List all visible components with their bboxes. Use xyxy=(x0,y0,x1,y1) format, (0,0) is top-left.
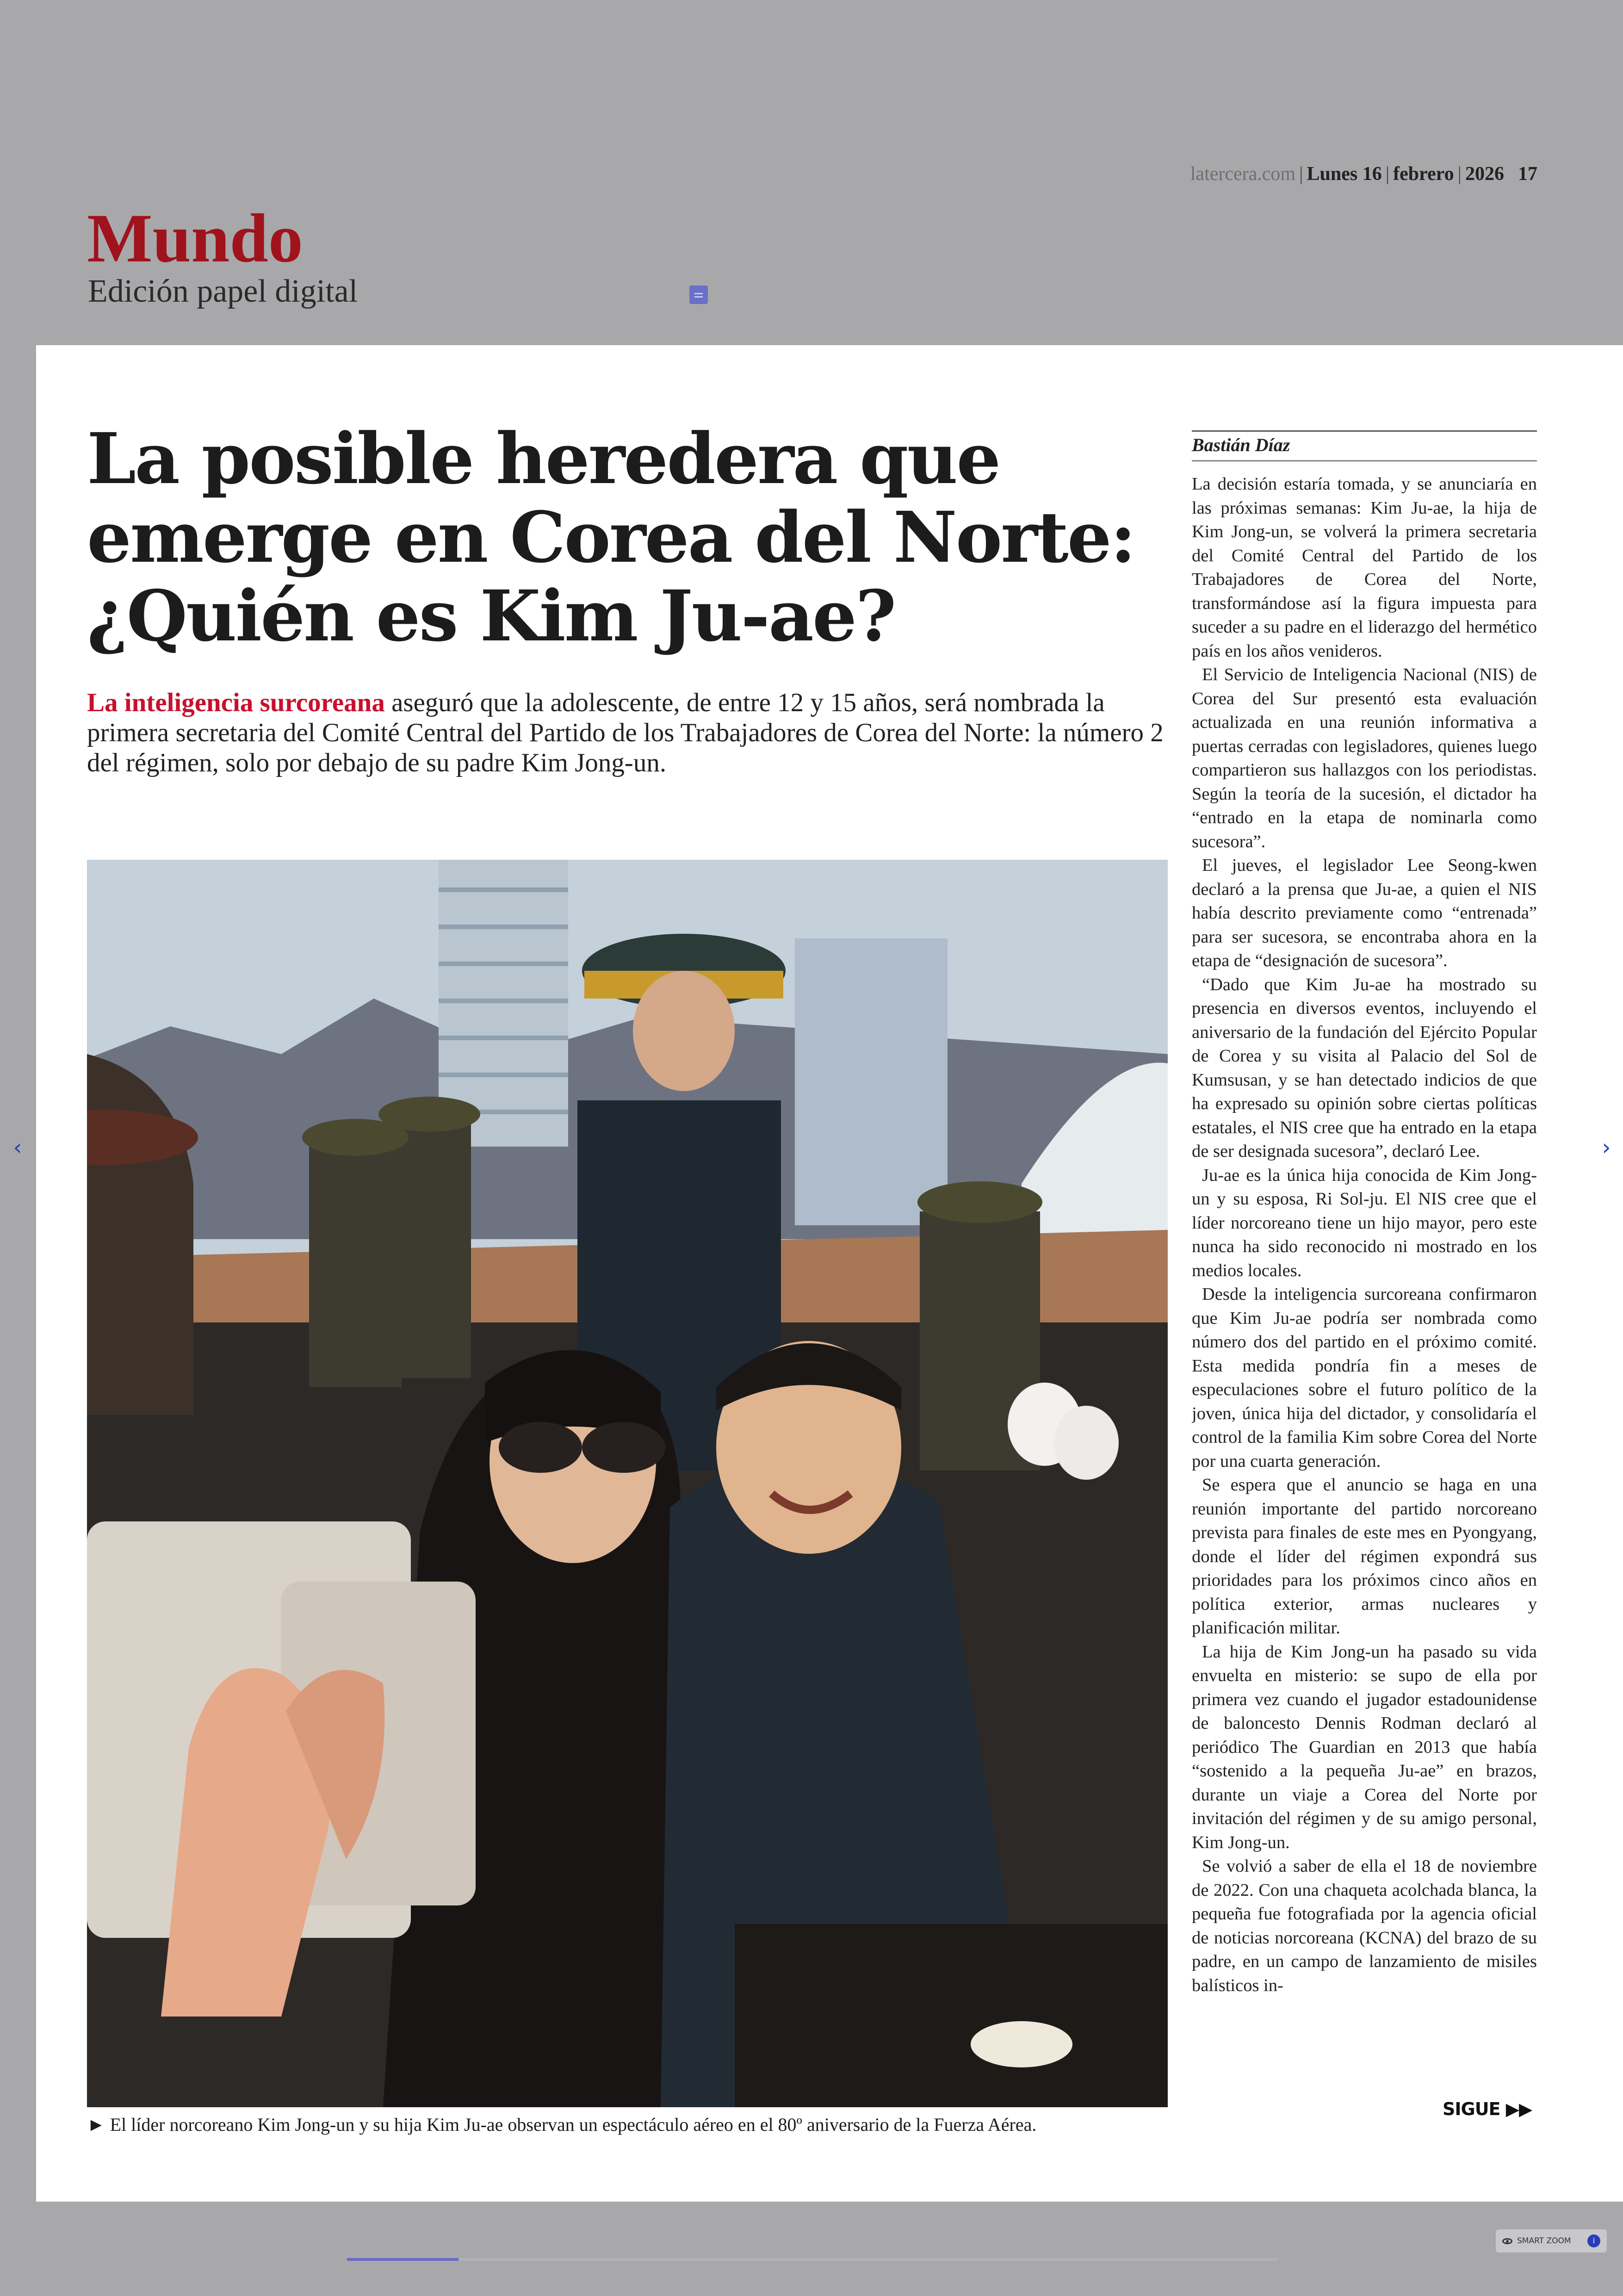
info-badge-icon[interactable]: i xyxy=(1587,2234,1600,2247)
body-paragraph: Desde la inteligencia surcoreana confirmaron que Kim Ju-ae podría ser nombrada como número dos del partido en el próximo comité. Esta medida pondría fin a meses de especulaciones sobre el futuro político de la joven, única hija del dictador, y consolidaría el control de la familia Kim sobre Corea del Norte por una cuarta generación. xyxy=(1192,1285,1537,1471)
issue-day: Lunes 16 xyxy=(1307,163,1382,185)
next-page-button[interactable]: › xyxy=(1602,1135,1611,1160)
previous-page-button[interactable]: ‹ xyxy=(13,1135,22,1160)
body-paragraph: “Dado que Kim Ju-ae ha mostrado su presencia en diversos eventos, incluyendo el aniversario de la fundación del Ejército Popular de Corea y su visita al Palacio del Sol de Kumsusan, y se han detectado indicios de que ha expresado su opinión sobre ciertas políticas estatales, el NIS cree que ha entrado en la etapa de ser designada sucesora”, declaró Lee. xyxy=(1192,974,1537,1161)
article-lead xyxy=(87,688,1188,778)
article-headline: La posible heredera que emerge en Corea del Norte: ¿Quién es Kim Ju-ae? xyxy=(87,417,1135,657)
page-header-meta: latercera.com | Lunes 16 | febrero | 2026 17 xyxy=(1190,163,1537,185)
body-paragraph: Ju-ae es la única hija conocida de Kim Jong-un y su esposa, Ri Sol-ju. El NIS cree que el líder norcoreano tiene un hijo mayor, pero este nunca ha sido reconocido ni mostrado en los medios locales. xyxy=(1192,1165,1537,1280)
body-paragraph: Se espera que el anuncio se haga en una reunión importante del partido norcoreano prevista para finales de este mes en Pyongyang, donde el líder del régimen expondrá sus prioridades para los próximos cinco años en política exterior, armas nucleares y planificación militar. xyxy=(1192,1475,1537,1638)
eye-icon xyxy=(1502,2238,1512,2244)
lead-text: aseguró que la adolescente, de entre 12 y 15 años, será nombrada la primera secretaria del Comité Central del Partido de los Trabajadores de Corea del Norte: la número 2 del régimen, solo por debajo de su padre Kim Jong-un. xyxy=(87,688,1164,777)
page-progress-bar[interactable] xyxy=(347,2258,1277,2261)
body-paragraph: La hija de Kim Jong-un ha pasado su vida envuelta en misterio: se supo de ella por primera vez cuando el jugador estadounidense de baloncesto Dennis Rodman declaró al periódico The Guardian en 2013 que había “sostenido a la pequeña Ju-ae” en brazos, durante un viaje a Corea del Norte por invitación del régimen y de su amigo personal, Kim Jong-un. xyxy=(1192,1642,1537,1852)
body-paragraph: El Servicio de Inteligencia Nacional (NIS) de Corea del Sur presentó esta evaluación actualizada en una reunión informativa a puertas cerradas con legisladores, quienes luego compartieron sus hallazgos con los periodistas. Según la teoría de la sucesión, el dictador ha “entrado en la etapa de nominarla como sucesora”. xyxy=(1192,665,1537,851)
issue-year: 2026 xyxy=(1465,163,1504,185)
edition-label: Edición papel digital xyxy=(88,273,358,309)
article-byline: Bastián Díaz xyxy=(1192,434,1537,461)
newspaper-page xyxy=(36,345,1623,2202)
article-body xyxy=(1192,472,1537,2087)
smart-zoom-label: SMART ZOOM xyxy=(1517,2236,1571,2246)
lead-kicker: La inteligencia surcoreana xyxy=(87,688,385,717)
body-paragraph: Se volvió a saber de ella el 18 de noviembre de 2022. Con una chaqueta acolchada blanca, la pequeña fue fotografiada por la agencia oficial de noticias norcoreana (KCNA) del brazo de su padre, en un campo de lanzamiento de misiles balísticos in- xyxy=(1192,1856,1537,1995)
page-progress-fill xyxy=(347,2258,458,2261)
smart-zoom-button[interactable] xyxy=(1496,2229,1607,2253)
page-number: 17 xyxy=(1518,163,1537,185)
notes-icon[interactable] xyxy=(689,285,708,304)
article-photo xyxy=(87,860,1168,2107)
body-paragraph: La decisión estaría tomada, y se anunciaría en las próximas semanas: Kim Ju-ae, la hija de Kim Jong-un, se volverá la primera secretaria del Comité Central del Partido de los Trabajadores de Corea del Norte, transformándose así la figura impuesta para suceder a su padre en el liderazgo del hermético país en los años venideros. xyxy=(1192,474,1537,661)
photo-caption: ► El líder norcoreano Kim Jong-un y su hija Kim Ju-ae observan un espectáculo aéreo en el 80º aniversario de la Fuerza Aérea. xyxy=(87,2114,1037,2135)
section-title: Mundo xyxy=(87,200,303,277)
issue-month: febrero xyxy=(1393,163,1454,185)
byline-rule xyxy=(1192,430,1537,432)
body-paragraph: El jueves, el legislador Lee Seong-kwen declaró a la prensa que Ju-ae, a quien el NIS había descrito previamente como “entrenada” para ser sucesora, se encontraba ahora en la etapa de “designación de sucesora”. xyxy=(1192,856,1537,970)
site-name: latercera.com xyxy=(1190,163,1296,185)
continue-label: SIGUE ▶▶ xyxy=(1443,2099,1532,2119)
